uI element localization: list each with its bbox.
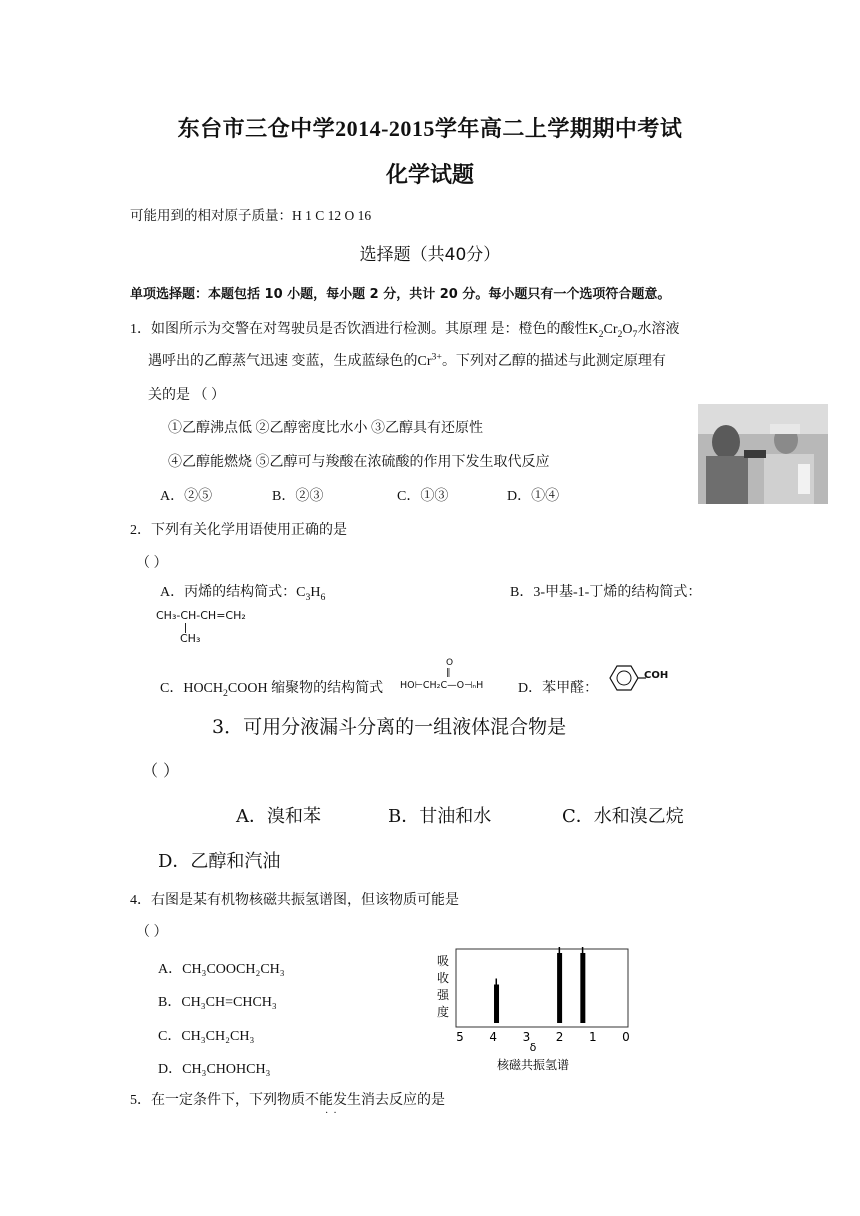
q2-option-a: A．丙烯的结构简式：$C_3H_6$: [160, 585, 326, 603]
q2-b-methyl: CH₃: [180, 632, 201, 645]
y-label-char: 吸: [436, 954, 450, 968]
q2-paren: （ ）: [136, 556, 168, 571]
q1-line1: 1．如图所示为交警在对驾驶员是否饮酒进行检测。其原理 是：橙色的酸性$K_2Cr_2O_7$水溶液: [130, 322, 680, 340]
q1-line3: 关的是 （ ）: [148, 388, 225, 403]
nmr-spectrum-chart: [430, 945, 640, 1075]
carbonyl-o-icon: O ‖: [446, 658, 454, 678]
q5-stem: 5．在一定条件下，下列物质不能发生消去反应的是: [130, 1093, 445, 1108]
plot-frame: [456, 949, 628, 1027]
q1-option-d: D．①④: [507, 489, 560, 504]
q2-c-polymer: HO⊢CH₂C—O⊣ₙH: [400, 680, 484, 691]
y-label-char: 强: [436, 988, 450, 1002]
peaks: [494, 947, 585, 1023]
section-instruction: 单项选择题：本题包括 10 小题，每小题 2 分，共计 20 分。每小题只有一个选项符合题意。: [130, 287, 671, 302]
q3-option-b: B．甘油和水: [388, 806, 492, 827]
peak-tip-2: [559, 947, 561, 955]
q1-line2-text: 遇呼出的乙醇蒸气迅速 变蓝，生成蓝绿色的Cr: [148, 354, 432, 369]
q2-option-a-text: A．丙烯的结构简式：C: [160, 585, 306, 600]
q3-stem: 3．可用分液漏斗分离的一组液体混合物是: [212, 716, 567, 738]
q1-option-b: B．②③: [272, 489, 324, 504]
q1-line1-tail: 水溶液: [637, 322, 680, 337]
q1-line2: 遇呼出的乙醇蒸气迅速 变蓝，生成蓝绿色的$Cr^{3+}$。下列对乙醇的描述与此测定原理有: [148, 351, 666, 369]
peak-2: [557, 953, 562, 1023]
q1-option-a: A．②⑤: [160, 489, 213, 504]
x-tick-4: 4: [489, 1030, 498, 1044]
exam-subtitle: 化学试题: [385, 162, 474, 187]
exam-title: 东台市三仓中学2014-2015学年高二上学期期中考试: [177, 116, 683, 141]
atomic-mass-note: 可能用到的相对原子质量：H 1 C 12 O 16: [130, 208, 372, 223]
q2-option-d: D．苯甲醛：: [518, 681, 599, 696]
q2-option-c-text: C．HOCH: [160, 681, 224, 696]
section-title: 选择题（共40分）: [359, 245, 501, 265]
q1-line1-text: 1．如图所示为交警在对驾驶员是否饮酒进行检测。其原理 是：橙色的酸性K: [130, 322, 599, 337]
q4-option-c: C．CH₃CH₂CH₃: [158, 1029, 255, 1044]
q2-option-c: C．$HOCH_2COOH$ 缩聚物的结构简式: [160, 681, 384, 699]
q4-paren: （ ）: [136, 925, 168, 940]
chart-title: 核磁共振氢谱: [496, 1058, 570, 1072]
q1-line2-tail: 。下列对乙醇的描述与此测定原理有: [441, 354, 666, 369]
emphasis-dots: ··: [325, 1108, 342, 1119]
peak-tip-3: [582, 947, 584, 955]
x-axis-label: δ: [529, 1041, 537, 1054]
q4-stem: 4．右图是某有机物核磁共振氢谱图，但该物质可能是: [130, 893, 459, 908]
q2-option-c-tail: COOH 缩聚物的结构简式: [227, 681, 384, 696]
aldehyde-group: COH: [644, 670, 669, 681]
q3-option-a: A．溴和苯: [236, 806, 321, 827]
x-tick-1: 1: [588, 1030, 597, 1044]
peak-1: [494, 985, 499, 1024]
x-tick-0: 0: [622, 1030, 630, 1044]
y-label-char: 收: [436, 971, 450, 985]
y-label-char: 度: [436, 1005, 450, 1019]
q2-b-structure: CH₃-CH-CH=CH₂: [156, 609, 246, 622]
x-tick-5: 5: [456, 1030, 464, 1044]
peak-tip-1: [496, 979, 498, 987]
q3-paren: （ ）: [142, 761, 180, 780]
breath-test-photo: [698, 404, 828, 504]
peak-3: [580, 953, 585, 1023]
q2-stem: 2．下列有关化学用语使用正确的是: [130, 523, 347, 538]
x-tick-3: 3: [522, 1030, 531, 1044]
x-tick-labels: [456, 1030, 630, 1044]
q1-statements-2: ④乙醇能燃烧 ⑤乙醇可与羧酸在浓硫酸的作用下发生取代反应: [168, 455, 550, 470]
q3-option-c: C．水和溴乙烷: [562, 806, 684, 827]
q3-option-d: D．乙醇和汽油: [158, 851, 281, 872]
q4-option-a: A．CH₃COOCH₂CH₃: [158, 962, 285, 977]
y-axis-label: [437, 954, 450, 1019]
q4-option-d: D．CH₃CHOHCH₃: [158, 1062, 271, 1077]
q4-option-b: B．CH₃CH=CHCH₃: [158, 995, 277, 1010]
q2-option-b: B．3-甲基-1-丁烯的结构简式：: [510, 585, 702, 600]
q1-statements-1: ①乙醇沸点低 ②乙醇密度比水小 ③乙醇具有还原性: [168, 421, 483, 436]
x-tick-2: 2: [555, 1030, 564, 1044]
q1-option-c: C．①③: [397, 489, 449, 504]
